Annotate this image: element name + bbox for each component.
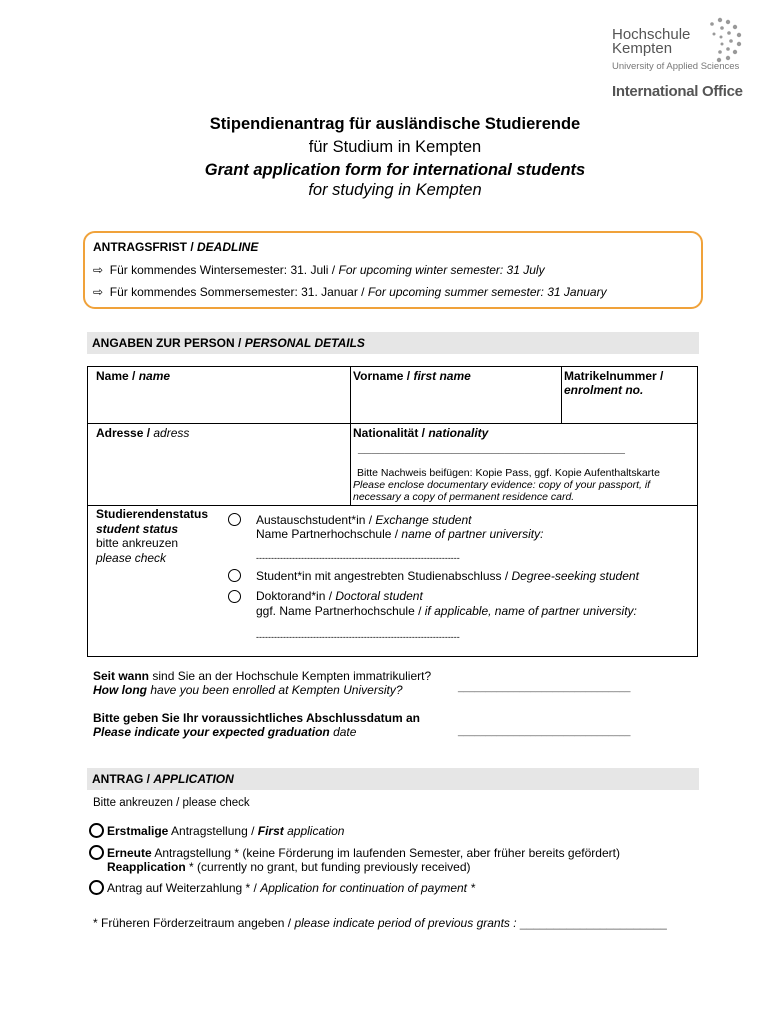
arrow-right-icon: ⇨ <box>93 263 104 277</box>
graduation-question-de: Bitte geben Sie Ihr voraussichtliches Abschlussdatum an <box>93 711 420 725</box>
application-check-hint: Bitte ankreuzen / please check <box>93 797 250 809</box>
arrow-right-icon: ⇨ <box>93 285 104 299</box>
previous-grants-note: * Früheren Förderzeitraum angeben / please indicate period of previous grants : ______________________ <box>93 916 667 930</box>
student-status-label: Studierendenstatus student status bitte ankreuzen please check <box>96 507 209 565</box>
logo-line2: Kempten <box>612 40 673 57</box>
enrolled-question-de: Seit wann sind Sie an der Hochschule Kempten immatrikuliert? <box>93 669 432 683</box>
deadline-summer: ⇨ Für kommendes Sommersemester: 31. Januar / For upcoming summer semester: 31 January <box>93 285 607 299</box>
logo-wordmark <box>612 28 690 56</box>
proof-note-de: Bitte Nachweis beifügen: Kopie Pass, ggf. Kopie Aufenthaltskarte <box>357 467 660 479</box>
section-application-header: ANTRAG / APPLICATION <box>87 768 699 790</box>
subtitle-de: für Studium in Kempten <box>308 138 482 156</box>
option-reapplication-de: Erneute Antragstellung * (keine Förderung im laufenden Semester, aber früher bereits gefördert) <box>107 846 620 860</box>
radio-reapplication[interactable] <box>89 845 104 860</box>
logo-line1: Hochschule <box>612 26 691 43</box>
radio-exchange-student[interactable] <box>228 513 241 526</box>
radio-continuation[interactable] <box>89 880 104 895</box>
section-personal-header: ANGABEN ZUR PERSON / PERSONAL DETAILS <box>87 332 699 354</box>
field-nationality[interactable]: Nationalität / nationality <box>353 426 489 440</box>
enrolled-question-en: How long have you been enrolled at Kempten University? <box>93 683 403 697</box>
logo-swirl-icon <box>694 14 746 66</box>
option-reapplication-en: Reapplication * (currently no grant, but funding previously received) <box>107 860 471 874</box>
enrolled-answer-line[interactable]: _______________________________ <box>458 682 631 693</box>
option-degree-seeking: Student*in mit angestrebten Studienabschluss / Degree-seeking student <box>256 569 639 583</box>
radio-degree-seeking[interactable] <box>228 569 241 582</box>
previous-grants-line[interactable]: ______________________ <box>519 916 667 930</box>
option-exchange-student: Austauschstudent*in / Exchange student <box>256 513 472 527</box>
graduation-answer-line[interactable]: _______________________________ <box>458 726 631 737</box>
nationality-line[interactable]: ________________________________________ <box>358 441 625 455</box>
partner-university-line-2[interactable]: -------------------------------------------------------------------- <box>256 632 460 642</box>
option-continuation: Antrag auf Weiterzahlung * / Application for continuation of payment * <box>107 881 476 895</box>
field-address[interactable]: Adresse / adress <box>96 426 190 440</box>
radio-first-application[interactable] <box>89 823 104 838</box>
option-doctoral: Doktorand*in / Doctoral student <box>256 589 423 603</box>
partner-university-line[interactable]: -------------------------------------------------------------------- <box>256 553 460 563</box>
field-enrolment-no[interactable]: Matrikelnummer / enrolment no. <box>564 369 664 397</box>
title-en: Grant application form for international students <box>204 161 586 179</box>
deadline-winter: ⇨ Für kommendes Wintersemester: 31. Juli / For upcoming winter semester: 31 July <box>93 263 545 277</box>
partner-university-label-2: ggf. Name Partnerhochschule / if applicable, name of partner university: <box>256 604 637 618</box>
proof-note-en1: Please enclose documentary evidence: copy of your passport, if <box>353 479 651 491</box>
option-first-application: Erstmalige Antragstellung / First application <box>107 824 345 838</box>
title-de: Stipendienantrag für ausländische Studierende <box>209 115 581 133</box>
logo-subtitle: University of Applied Sciences <box>612 61 740 72</box>
proof-note-en2: necessary a copy of permanent residence card. <box>353 491 575 503</box>
subtitle-en: for studying in Kempten <box>308 181 482 199</box>
deadline-title: ANTRAGSFRIST / DEADLINE <box>93 240 259 254</box>
graduation-question-en: Please indicate your expected graduation date <box>93 725 357 739</box>
radio-doctoral[interactable] <box>228 590 241 603</box>
field-name[interactable]: Name / name <box>96 369 171 383</box>
office-name: International Office <box>612 83 743 100</box>
field-first-name[interactable]: Vorname / first name <box>353 369 471 383</box>
partner-university-label: Name Partnerhochschule / name of partner university: <box>256 527 544 541</box>
